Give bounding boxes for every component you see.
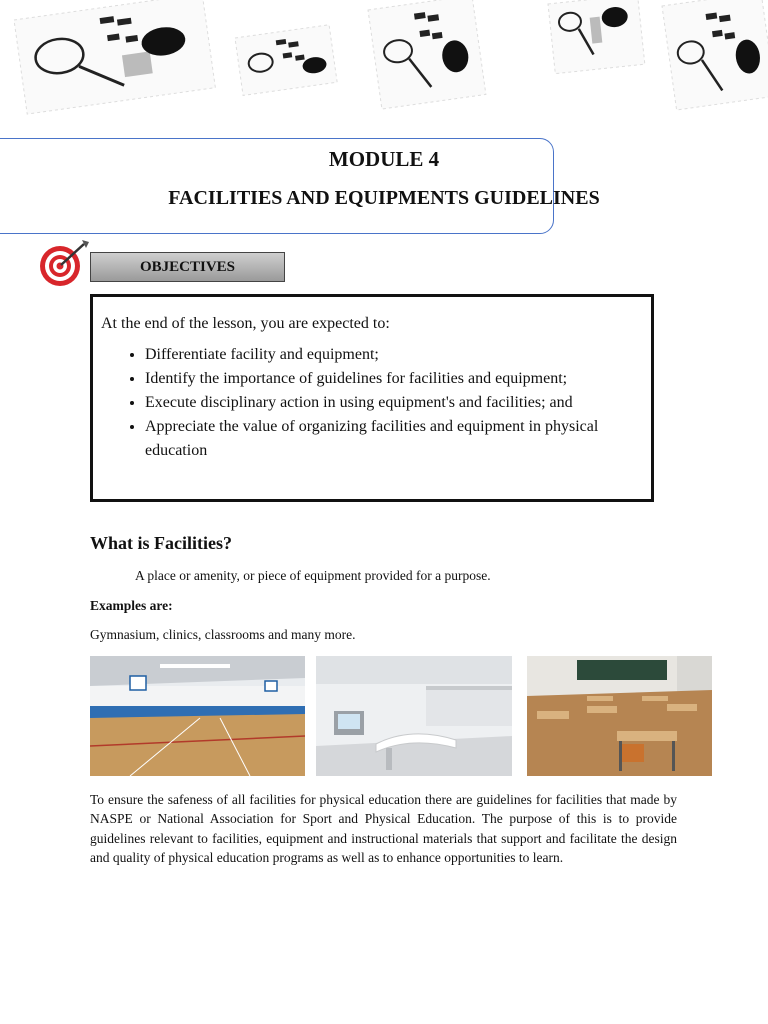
objectives-box bbox=[90, 294, 654, 502]
equipment-clipart-5 bbox=[662, 0, 768, 110]
gymnasium-photo bbox=[90, 656, 305, 776]
objective-item: • Differentiate facility and equipment; bbox=[145, 343, 641, 367]
equipment-clipart-2 bbox=[235, 25, 337, 96]
clinic-photo bbox=[316, 656, 512, 776]
module-number: MODULE 4 bbox=[328, 147, 440, 171]
equipment-clipart-1 bbox=[14, 0, 215, 114]
equipment-clipart-3 bbox=[368, 0, 486, 109]
objectives-intro: At the end of the lesson, you are expected to: bbox=[101, 315, 390, 332]
objective-item: • Appreciate the value of organizing facilities and equipment in physical education bbox=[145, 415, 641, 463]
section-heading: What is Facilities? bbox=[90, 533, 232, 553]
target-icon bbox=[38, 238, 90, 288]
objectives-list bbox=[101, 343, 641, 463]
equipment-banner-illustration bbox=[0, 0, 768, 125]
equipment-clipart-4 bbox=[548, 0, 645, 74]
objectives-tab: OBJECTIVES bbox=[90, 252, 285, 282]
objective-item: • Identify the importance of guidelines for facilities and equipment; bbox=[145, 367, 641, 391]
classroom-photo bbox=[527, 656, 712, 776]
objective-item: • Execute disciplinary action in using equipment's and facilities; and bbox=[145, 391, 641, 415]
facility-definition: A place or amenity, or piece of equipment provided for a purpose. bbox=[135, 568, 491, 583]
module-title: FACILITIES AND EQUIPMENTS GUIDELINES bbox=[168, 187, 600, 209]
examples-text: Gymnasium, clinics, classrooms and many more. bbox=[90, 627, 356, 642]
examples-label: Examples are: bbox=[90, 598, 173, 613]
guidelines-paragraph: To ensure the safeness of all facilities for physical education there are guidelines for facilities that made by NASPE or National Association for Sport and Physical Education. The purpose of this is to provide guidelines relevant to facilities, equipment and instructional materials that support and facilitate the design and quality of physical education programs as well as to enhance opportunities to learn. bbox=[90, 792, 677, 865]
